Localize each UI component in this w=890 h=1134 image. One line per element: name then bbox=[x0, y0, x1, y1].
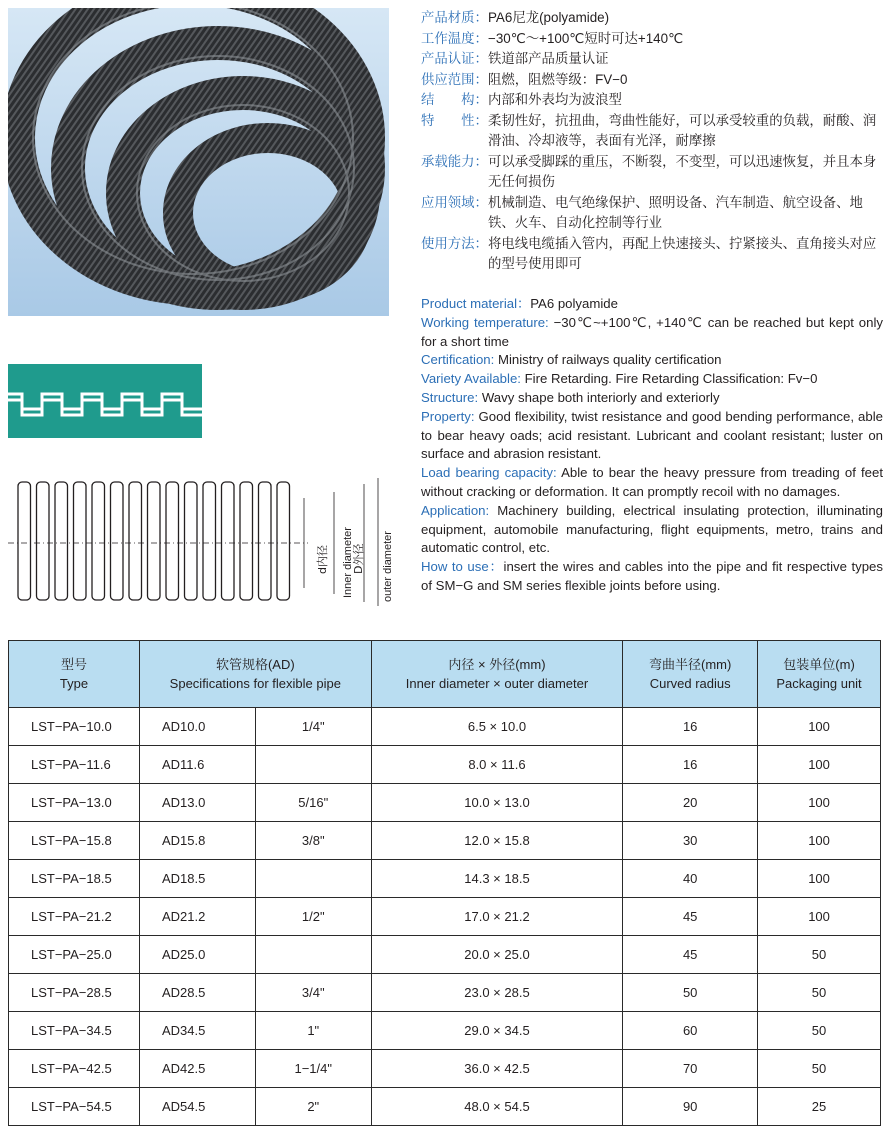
type-cell: LST−PA−13.0 bbox=[9, 784, 140, 822]
inch-cell: 5/16" bbox=[255, 784, 371, 822]
header-type: 型号 Type bbox=[9, 641, 140, 708]
tube-rib bbox=[37, 482, 50, 600]
en-spec-value: PA6 polyamide bbox=[530, 296, 618, 311]
tube-rib bbox=[240, 482, 253, 600]
packaging-cell: 50 bbox=[758, 974, 881, 1012]
en-spec-value: insert the wires and cables into the pipe and fit respective types of SM−G and SM series flexible joints before using. bbox=[421, 559, 883, 593]
en-spec-value: Able to bear the heavy pressure from treading of feet without cracking or deformation. It can promptly recoil with no damages. bbox=[421, 465, 883, 499]
tube-rib bbox=[148, 482, 161, 600]
tube-rib bbox=[55, 482, 68, 600]
ad-cell: AD18.5 bbox=[139, 860, 255, 898]
tube-rib bbox=[259, 482, 272, 600]
type-cell: LST−PA−10.0 bbox=[9, 708, 140, 746]
dims-cell: 48.0 × 54.5 bbox=[371, 1088, 623, 1126]
table-row bbox=[9, 746, 881, 784]
radius-cell: 45 bbox=[623, 936, 758, 974]
cn-spec-label: 产品认证： bbox=[421, 51, 488, 66]
packaging-cell: 100 bbox=[758, 746, 881, 784]
type-cell: LST−PA−28.5 bbox=[9, 974, 140, 1012]
en-spec-value: Fire Retarding. Fire Retarding Classification: Fv−0 bbox=[524, 371, 818, 387]
type-cell: LST−PA−11.6 bbox=[9, 746, 140, 784]
tube-rib bbox=[92, 482, 105, 600]
table-row bbox=[9, 860, 881, 898]
dims-cell: 10.0 × 13.0 bbox=[371, 784, 623, 822]
header-radius: 弯曲半径(mm) Curved radius bbox=[623, 641, 758, 708]
table-row bbox=[9, 898, 881, 936]
inch-cell: 3/4" bbox=[255, 974, 371, 1012]
en-spec-label: Structure: bbox=[421, 389, 482, 405]
cn-spec-value: 可以承受脚踩的重压，不断裂，不变型，可以迅速恢复，并且本身无任何损伤 bbox=[488, 153, 877, 189]
type-cell: LST−PA−54.5 bbox=[9, 1088, 140, 1126]
inch-cell bbox=[255, 746, 371, 784]
table-row bbox=[9, 1012, 881, 1050]
dims-cell: 20.0 × 25.0 bbox=[371, 936, 623, 974]
en-spec-row bbox=[421, 408, 883, 464]
packaging-cell: 50 bbox=[758, 936, 881, 974]
ad-cell: AD34.5 bbox=[139, 1012, 255, 1050]
cn-spec-value: 铁道部产品质量认证 bbox=[488, 51, 609, 66]
radius-cell: 45 bbox=[623, 898, 758, 936]
en-spec-label: Working temperature: bbox=[421, 314, 554, 330]
packaging-cell: 100 bbox=[758, 708, 881, 746]
header-packaging: 包装单位(m) Packaging unit bbox=[758, 641, 881, 708]
tube-rib bbox=[111, 482, 124, 600]
header-spec: 软管规格(AD) Specifications for flexible pipe bbox=[139, 641, 371, 708]
radius-cell: 16 bbox=[623, 746, 758, 784]
outer-diameter-cn-label: D外径 bbox=[352, 543, 365, 574]
en-spec-label: Property: bbox=[421, 408, 479, 424]
cn-spec-row bbox=[421, 29, 881, 50]
en-spec-label: Product material： bbox=[421, 296, 531, 311]
cn-spec-value: 柔韧性好，抗扭曲，弯曲性能好，可以承受较重的负载，耐酸、润滑油、冷却液等，表面有光泽，耐摩擦 bbox=[488, 112, 877, 148]
wall-profile-diagram bbox=[8, 364, 202, 438]
en-spec-row bbox=[421, 464, 883, 502]
cn-spec-value: −30℃～+100℃短时可达+140℃ bbox=[488, 30, 684, 46]
ad-cell: AD54.5 bbox=[139, 1088, 255, 1126]
radius-cell: 50 bbox=[623, 974, 758, 1012]
ad-cell: AD15.8 bbox=[139, 822, 255, 860]
radius-cell: 40 bbox=[623, 860, 758, 898]
inch-cell: 1" bbox=[255, 1012, 371, 1050]
type-cell: LST−PA−21.2 bbox=[9, 898, 140, 936]
en-spec-row bbox=[421, 370, 883, 389]
radius-cell: 60 bbox=[623, 1012, 758, 1050]
dims-cell: 17.0 × 21.2 bbox=[371, 898, 623, 936]
english-spec-list bbox=[421, 295, 883, 596]
tube-rib bbox=[185, 482, 198, 600]
cn-spec-value: 机械制造、电气绝缘保护、照明设备、汽车制造、航空设备、地铁、火车、自动化控制等行业 bbox=[488, 194, 863, 230]
en-spec-label: Variety Available: bbox=[421, 371, 525, 387]
cn-spec-value: PA6尼龙(polyamide) bbox=[488, 10, 610, 25]
cn-spec-label: 特 性： bbox=[421, 112, 488, 128]
tube-rib bbox=[129, 482, 142, 600]
packaging-cell: 50 bbox=[758, 1050, 881, 1088]
cn-spec-label: 承载能力： bbox=[421, 153, 488, 169]
inch-cell: 1/4" bbox=[255, 708, 371, 746]
tube-rib bbox=[222, 482, 235, 600]
table-row bbox=[9, 784, 881, 822]
radius-cell: 16 bbox=[623, 708, 758, 746]
ad-cell: AD42.5 bbox=[139, 1050, 255, 1088]
dims-cell: 29.0 × 34.5 bbox=[371, 1012, 623, 1050]
en-spec-value: Ministry of railways quality certification bbox=[497, 352, 722, 368]
cn-spec-value: 阻燃，阻燃等级：FV−0 bbox=[488, 71, 628, 87]
table-row bbox=[9, 1088, 881, 1126]
tube-dimension-diagram bbox=[8, 478, 400, 606]
en-spec-value: Good flexibility, twist resistance and good bending performance, able to bear heavy oads; acid resistant. Lubricant and coolant resistant; luster on surface and abrasion resistant. bbox=[421, 408, 883, 462]
radius-cell: 20 bbox=[623, 784, 758, 822]
type-cell: LST−PA−34.5 bbox=[9, 1012, 140, 1050]
en-spec-label: Application: bbox=[421, 502, 498, 518]
ad-cell: AD25.0 bbox=[139, 936, 255, 974]
en-spec-label: Certification: bbox=[421, 352, 498, 368]
inner-diameter-en-label: Inner diameter bbox=[342, 527, 354, 598]
radius-cell: 70 bbox=[623, 1050, 758, 1088]
packaging-cell: 100 bbox=[758, 784, 881, 822]
en-spec-value: −30℃~+100℃, +140℃ can be reached but kept only for a short time bbox=[421, 314, 883, 349]
type-cell: LST−PA−15.8 bbox=[9, 822, 140, 860]
en-spec-value: Machinery building, electrical insulating protection, illuminating equipment, automobile manufacturing, flight equipments, metro, trains and automatic control, etc. bbox=[421, 502, 884, 556]
en-spec-label: How to use： bbox=[421, 559, 504, 575]
cn-spec-row bbox=[421, 234, 881, 275]
type-cell: LST−PA−42.5 bbox=[9, 1050, 140, 1088]
table-row bbox=[9, 974, 881, 1012]
tube-rib bbox=[277, 482, 290, 600]
cn-spec-label: 使用方法： bbox=[421, 235, 488, 251]
en-spec-row bbox=[421, 389, 883, 408]
spec-table bbox=[8, 640, 881, 1126]
cn-spec-row bbox=[421, 49, 881, 70]
inch-cell: 2" bbox=[255, 1088, 371, 1126]
en-spec-row bbox=[421, 314, 883, 352]
table-row bbox=[9, 708, 881, 746]
packaging-cell: 50 bbox=[758, 1012, 881, 1050]
dims-cell: 36.0 × 42.5 bbox=[371, 1050, 623, 1088]
tube-rib bbox=[18, 482, 31, 600]
tube-rib bbox=[166, 482, 179, 600]
dims-cell: 23.0 × 28.5 bbox=[371, 974, 623, 1012]
cn-spec-label: 工作温度： bbox=[421, 30, 488, 46]
packaging-cell: 100 bbox=[758, 822, 881, 860]
dims-cell: 14.3 × 18.5 bbox=[371, 860, 623, 898]
inch-cell bbox=[255, 860, 371, 898]
en-spec-row bbox=[421, 295, 883, 314]
tube-rib bbox=[74, 482, 87, 600]
cn-spec-label: 应用领域： bbox=[421, 194, 488, 210]
ad-cell: AD21.2 bbox=[139, 898, 255, 936]
type-cell: LST−PA−25.0 bbox=[9, 936, 140, 974]
cn-spec-label: 产品材质： bbox=[421, 10, 488, 25]
dims-cell: 8.0 × 11.6 bbox=[371, 746, 623, 784]
packaging-cell: 100 bbox=[758, 898, 881, 936]
chinese-spec-list bbox=[421, 8, 881, 275]
en-spec-row bbox=[421, 502, 883, 558]
cn-spec-row bbox=[421, 111, 881, 152]
table-header-row bbox=[9, 641, 881, 708]
inch-cell: 1−1/4" bbox=[255, 1050, 371, 1088]
en-spec-label: Load bearing capacity: bbox=[421, 465, 562, 481]
ad-cell: AD28.5 bbox=[139, 974, 255, 1012]
inch-cell: 3/8" bbox=[255, 822, 371, 860]
tube-rib bbox=[203, 482, 216, 600]
packaging-cell: 100 bbox=[758, 860, 881, 898]
cn-spec-row bbox=[421, 70, 881, 91]
ad-cell: AD10.0 bbox=[139, 708, 255, 746]
table-row bbox=[9, 936, 881, 974]
inner-diameter-cn-label: d内径 bbox=[316, 545, 329, 574]
inch-cell: 1/2" bbox=[255, 898, 371, 936]
radius-cell: 90 bbox=[623, 1088, 758, 1126]
header-dimensions: 内径 × 外径(mm) Inner diameter × outer diameter bbox=[371, 641, 623, 708]
packaging-cell: 25 bbox=[758, 1088, 881, 1126]
product-photo bbox=[8, 8, 389, 316]
dims-cell: 6.5 × 10.0 bbox=[371, 708, 623, 746]
cn-spec-row bbox=[421, 193, 881, 234]
ad-cell: AD13.0 bbox=[139, 784, 255, 822]
cn-spec-value: 将电线电缆插入管内，再配上快速接头、拧紧接头、直角接头对应的型号使用即可 bbox=[488, 235, 877, 271]
inch-cell bbox=[255, 936, 371, 974]
cn-spec-label: 供应范围： bbox=[421, 71, 488, 87]
cn-spec-row bbox=[421, 152, 881, 193]
outer-diameter-en-label: outer diameter bbox=[382, 531, 394, 602]
ad-cell: AD11.6 bbox=[139, 746, 255, 784]
en-spec-row bbox=[421, 558, 883, 596]
radius-cell: 30 bbox=[623, 822, 758, 860]
cn-spec-label: 结 构： bbox=[421, 92, 488, 107]
type-cell: LST−PA−18.5 bbox=[9, 860, 140, 898]
en-spec-value: Wavy shape both interiorly and exteriorly bbox=[481, 389, 720, 405]
en-spec-row bbox=[421, 351, 883, 370]
cn-spec-row bbox=[421, 8, 881, 29]
dims-cell: 12.0 × 15.8 bbox=[371, 822, 623, 860]
cn-spec-row bbox=[421, 90, 881, 111]
cn-spec-value: 内部和外表均为波浪型 bbox=[488, 92, 622, 107]
table-row bbox=[9, 822, 881, 860]
table-row bbox=[9, 1050, 881, 1088]
